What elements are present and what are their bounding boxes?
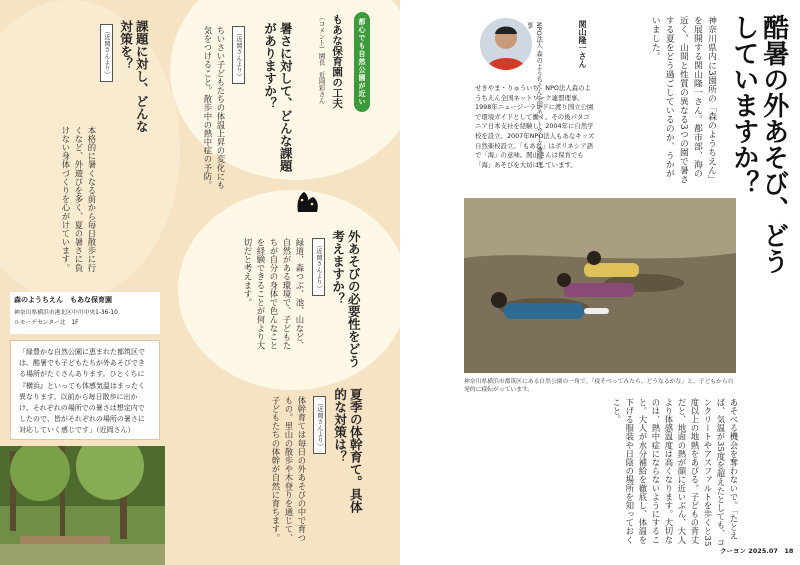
speaker-tag: （近岡さんより） (313, 396, 326, 454)
school-name: 森のようちえん もあな保育園 (14, 296, 112, 304)
director-quote: 「緑豊かな自然公園に恵まれた都筑区では、酷暑でも子どもたちが外あそびできる場所がたくさんあります。ひとくちに『横浜』といっても体感気温はまったく異なります。以前から毎日散歩に出かけ、それぞれの場所での暑さは想定内でしたので、皆がそれぞれの場所の暑さに対応していく感じです」（近岡さん） (10, 340, 160, 440)
answer-countermeasures: 本格的に暑くなる前から毎日散歩に行くなど、外遊びを多く、夏の暑さに負けない身体づくりを心がけています。 (60, 126, 97, 273)
answer-core-training: 体幹育ては毎日の外あそびの中で育つもの。里山の散歩や木登りを通じて、子どもたちの体幹が自然に育ちます。 (270, 396, 307, 543)
page-number: クーヨン 2025.07 18 (720, 547, 794, 555)
school-address-building: ルモーデセンター北 1F (14, 320, 79, 326)
article-title: 酷暑の外あそび、どうしていますか？ (728, 14, 789, 274)
question-heat-issues: 暑さに対して、どんな課題がありますか？ (262, 22, 294, 172)
school-info-card (10, 292, 160, 334)
person-profile: せきやま・りゅういち NPO法人森のようちえん全国ネットワーク連盟理事。1998年ニュージーランドに渡り国立公園で環境ガイドとして働く。その後パタゴニア日本支社を経験し、2004年に自然学校を設立。2007年NPO法人もあなキッズ自然楽校設立。「もあな」はポリネシア語で「海」の意味。関山さんは保育でも「海」あそびを大切にしています。 (475, 84, 595, 169)
question-core-training: 夏季の体幹育て。具体的な対策は？ (332, 388, 364, 513)
park-photo (0, 446, 165, 565)
tree-pair-icon (294, 186, 320, 214)
speaker-tag: （近岡さんより） (100, 24, 113, 82)
question-countermeasures: 課題に対し、どんな対策を？ (118, 20, 150, 133)
speaker-tag: （近岡さんより） (232, 26, 245, 84)
answer-outdoor-necessity: 緑道、森つぶ、池、山など、自然がある環境で、子どもたちが自分の身体で色んなことを経験できることが何より大切だと考えます。 (242, 238, 305, 350)
article-intro: 神奈川県内に3園所の「森のようちえん」を展開する関山隆一さん。都市部、海の近く、山間と性質の異なる3つの園で暑さする夏をどう過ごしているのか、うかがいました。 (649, 16, 716, 184)
speaker-tag: （近岡さんより） (312, 238, 325, 296)
photo-caption: 神奈川県横浜市都筑区にある自然公園の一角で。「寝そべってみたら、どうなるかな」と、子どもから自発的に寝転がっています。 (464, 379, 734, 394)
right-page (400, 0, 800, 565)
school-heading: もあな保育園の工夫 (331, 14, 344, 109)
answer-heat-issues: ちいさい子どもたちの体温上昇の変化にも気をつけること。散歩中の熱中症の予防。 (202, 26, 226, 190)
green-tag: 都心でも自然公園が近い (354, 12, 370, 112)
school-credit: （コメント）園長 近岡彩さん (317, 14, 326, 104)
question-outdoor-necessity: 外あそびの必要性をどう考えますか？ (330, 230, 362, 368)
school-address: 神奈川県横浜市港北区中川中央1-36-10 (14, 310, 118, 316)
person-name: 関山隆一さん (578, 20, 587, 68)
person-role: NPO法人 森のようちえん全国ネットワーク連盟 理事 (525, 22, 544, 168)
article-body: あそべる機会を奪わないで。「たとえば、気温が35度を超えたとしても、コンクリートやアスファルトを歩くと35度以上の地熱をあびる。子どもの背丈だと、地面の熱が顔に近いぶん、大人より体感温度は高くなります。大切なのは、熱中症にならないようにすること。大人が水分補給を徹底し、体温を下げる服装や日陰の場所を知っておくこと。 (611, 398, 739, 547)
children-beach-photo (464, 198, 736, 373)
